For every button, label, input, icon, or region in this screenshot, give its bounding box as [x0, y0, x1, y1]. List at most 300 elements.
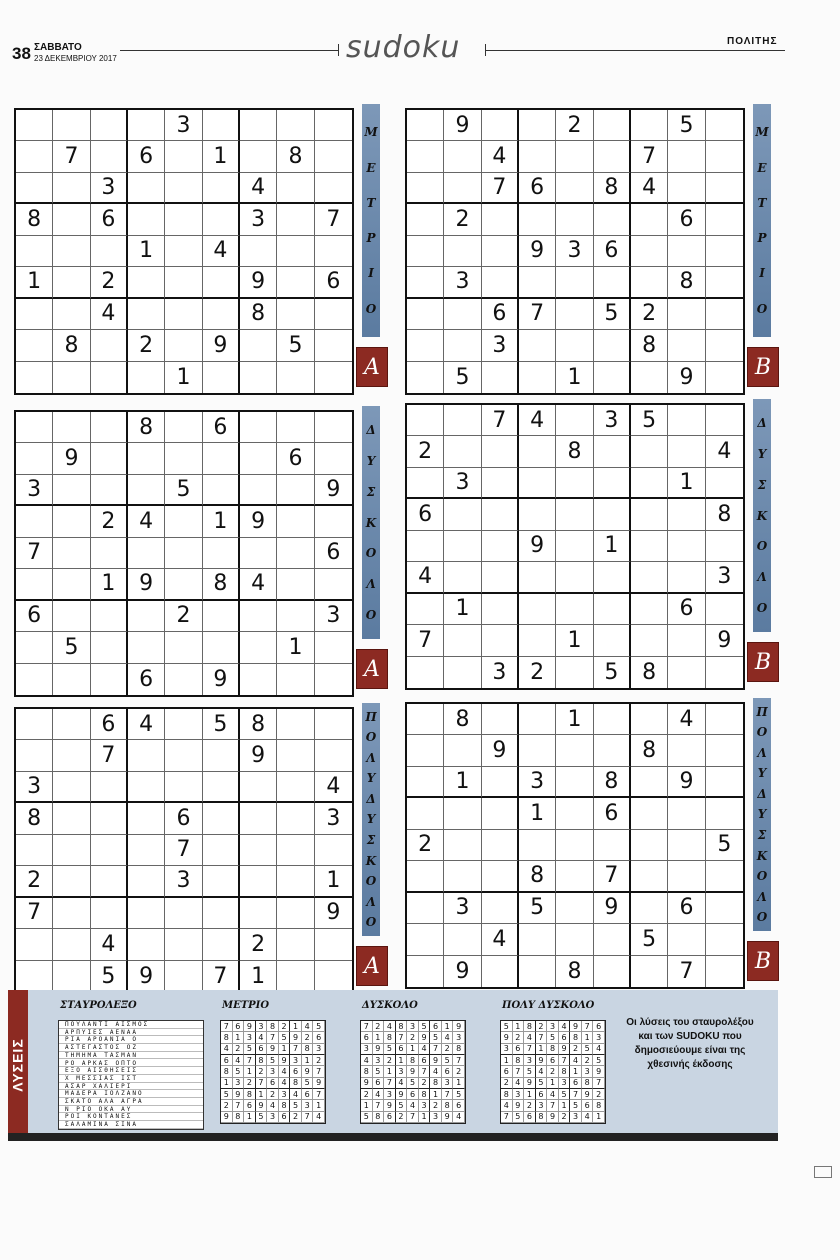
difficulty-letter: Ο: [756, 869, 768, 884]
sudoku-cell: [594, 330, 631, 361]
solution-cell: 9: [593, 1066, 605, 1077]
sudoku-cell: [482, 767, 519, 798]
sudoku-cell: 6: [594, 236, 631, 267]
sudoku-cell: [240, 110, 277, 141]
sudoku-cell: [668, 830, 705, 861]
sudoku-cell: [277, 506, 314, 537]
sudoku-cell: [631, 562, 668, 593]
sudoku-cell: [594, 594, 631, 625]
sudoku-cell: [407, 267, 444, 298]
solution-cell: 5: [373, 1066, 385, 1077]
sudoku-cell: [407, 330, 444, 361]
sudoku-cell: [519, 110, 556, 141]
sudoku-cell: [519, 594, 556, 625]
difficulty-tag: [753, 104, 771, 337]
sudoku-cell: [668, 405, 705, 436]
solution-cell: 3: [361, 1044, 373, 1055]
solution-cell: 2: [407, 1032, 419, 1043]
solution-cell: 5: [570, 1100, 582, 1111]
sudoku-cell: [668, 499, 705, 530]
sudoku-cell: [128, 299, 165, 330]
solution-cell: 7: [384, 1078, 396, 1089]
sudoku-cell: [631, 436, 668, 467]
solution-cell: 2: [430, 1100, 442, 1111]
sudoku-grid: [405, 403, 745, 690]
solution-cell: 3: [582, 1066, 594, 1077]
sudoku-cell: [240, 412, 277, 443]
difficulty-letter: Κ: [756, 848, 768, 863]
sudoku-cell: [407, 110, 444, 141]
sudoku-cell: [53, 740, 90, 771]
sudoku-cell: 7: [315, 204, 352, 235]
difficulty-letter: Υ: [366, 771, 376, 786]
difficulty-letter: Υ: [757, 807, 767, 822]
solution-cell: 6: [313, 1032, 325, 1043]
sudoku-cell: [91, 632, 128, 663]
solution-cell: 6: [582, 1100, 594, 1111]
solution-cell: 6: [244, 1100, 256, 1111]
solution-grid: [500, 1020, 606, 1124]
difficulty-letter: Ο: [756, 301, 768, 316]
sudoku-cell: [556, 531, 593, 562]
sudoku-cell: [315, 664, 352, 695]
sudoku-cell: [556, 924, 593, 955]
solution-cell: 4: [279, 1078, 291, 1089]
sudoku-grid: [405, 108, 745, 395]
solution-cell: 9: [501, 1032, 513, 1043]
sudoku-cell: [165, 961, 202, 992]
sudoku-cell: [706, 861, 743, 892]
solution-cell: 9: [513, 1100, 525, 1111]
sudoku-cell: 8: [594, 767, 631, 798]
sudoku-cell: 2: [16, 866, 53, 897]
difficulty-letter: Σ: [366, 833, 376, 848]
sudoku-cell: [407, 735, 444, 766]
sudoku-cell: [444, 531, 481, 562]
sudoku-cell: 2: [407, 830, 444, 861]
sudoku-cell: [203, 601, 240, 632]
sudoku-cell: [315, 299, 352, 330]
sudoku-cell: [165, 299, 202, 330]
sudoku-cell: 4: [315, 772, 352, 803]
sudoku-cell: 9: [203, 330, 240, 361]
solution-cell: 6: [593, 1021, 605, 1032]
sudoku-cell: [240, 236, 277, 267]
crossword-row: ΕΞΟ ΑΙΣΘΗΣΕΙΣ: [59, 1067, 203, 1075]
solution-cell: 9: [361, 1078, 373, 1089]
sudoku-cell: 3: [165, 110, 202, 141]
sudoku-cell: [594, 110, 631, 141]
solution-cell: 8: [290, 1078, 302, 1089]
sudoku-cell: 8: [631, 735, 668, 766]
sudoku-cell: [519, 704, 556, 735]
sudoku-cell: 9: [482, 735, 519, 766]
sudoku-cell: 5: [594, 299, 631, 330]
sudoku-cell: [444, 330, 481, 361]
sudoku-cell: [668, 173, 705, 204]
page-header: [0, 0, 840, 70]
solution-cell: 8: [419, 1089, 431, 1100]
sudoku-cell: [240, 141, 277, 172]
solution-cell: 1: [221, 1078, 233, 1089]
sudoku-cell: [91, 110, 128, 141]
sudoku-cell: [594, 956, 631, 987]
sudoku-cell: 9: [203, 664, 240, 695]
sudoku-cell: [53, 898, 90, 929]
solution-cell: 6: [559, 1032, 571, 1043]
sudoku-cell: 6: [519, 173, 556, 204]
solution-cell: 7: [221, 1021, 233, 1032]
solution-cell: 3: [233, 1078, 245, 1089]
sudoku-cell: 4: [482, 141, 519, 172]
sudoku-cell: [706, 956, 743, 987]
sudoku-cell: 6: [482, 299, 519, 330]
sudoku-cell: [706, 767, 743, 798]
sudoku-cell: 9: [315, 475, 352, 506]
sudoku-cell: [277, 538, 314, 569]
solution-cell: 9: [453, 1021, 465, 1032]
sudoku-cell: 1: [165, 362, 202, 393]
sudoku-cell: [315, 929, 352, 960]
sudoku-cell: 1: [16, 267, 53, 298]
solution-cell: 4: [513, 1078, 525, 1089]
solution-cell: 8: [442, 1100, 454, 1111]
sudoku-cell: [556, 141, 593, 172]
solution-cell: 1: [396, 1055, 408, 1066]
sudoku-cell: [444, 861, 481, 892]
sudoku-cell: [556, 267, 593, 298]
sudoku-cell: [444, 173, 481, 204]
solution-cell: 2: [267, 1089, 279, 1100]
sudoku-cell: [315, 709, 352, 740]
sudoku-cell: [128, 866, 165, 897]
sudoku-cell: [16, 236, 53, 267]
sudoku-cell: 1: [556, 362, 593, 393]
sudoku-cell: [240, 835, 277, 866]
sudoku-cell: [556, 657, 593, 688]
sudoku-cell: 1: [668, 468, 705, 499]
sudoku-grid: [14, 410, 354, 697]
sudoku-cell: [482, 468, 519, 499]
solution-cell: 9: [536, 1055, 548, 1066]
sudoku-cell: 9: [668, 362, 705, 393]
sudoku-cell: [444, 798, 481, 829]
sudoku-cell: 7: [482, 173, 519, 204]
solution-cell: 5: [256, 1112, 268, 1123]
solution-cell: 6: [442, 1066, 454, 1077]
solution-cell: 9: [442, 1112, 454, 1123]
solution-cell: 8: [244, 1089, 256, 1100]
difficulty-tag: [362, 406, 380, 639]
sudoku-cell: 9: [519, 531, 556, 562]
sudoku-cell: [407, 141, 444, 172]
sudoku-cell: [16, 173, 53, 204]
solution-cell: 9: [290, 1032, 302, 1043]
sudoku-cell: 8: [631, 657, 668, 688]
sudoku-cell: [203, 299, 240, 330]
solution-cell: 5: [396, 1100, 408, 1111]
solution-cell: 7: [361, 1021, 373, 1032]
sudoku-cell: [240, 866, 277, 897]
solution-cell: 7: [513, 1066, 525, 1077]
sudoku-cell: [668, 625, 705, 656]
difficulty-letter: Ο: [365, 730, 377, 745]
sudoku-cell: [594, 436, 631, 467]
sudoku-cell: [631, 704, 668, 735]
sudoku-cell: [519, 468, 556, 499]
solution-cell: 8: [430, 1078, 442, 1089]
sudoku-cell: 3: [482, 330, 519, 361]
sudoku-cell: [315, 110, 352, 141]
solution-cell: 8: [582, 1078, 594, 1089]
solution-cell: 9: [233, 1089, 245, 1100]
solution-cell: 9: [524, 1078, 536, 1089]
solution-cell: 9: [582, 1089, 594, 1100]
sudoku-cell: [706, 704, 743, 735]
sudoku-cell: [706, 798, 743, 829]
solution-cell: 3: [384, 1089, 396, 1100]
sudoku-cell: [240, 330, 277, 361]
sudoku-cell: [519, 436, 556, 467]
sudoku-cell: 4: [240, 569, 277, 600]
solution-cell: 2: [524, 1100, 536, 1111]
sudoku-cell: [631, 267, 668, 298]
sudoku-cell: 4: [128, 709, 165, 740]
solution-label-medium: ΜΕΤΡΙΟ: [222, 1000, 270, 1011]
section-title: sudoku: [346, 30, 461, 65]
solution-cell: 8: [384, 1032, 396, 1043]
solution-cell: 7: [582, 1021, 594, 1032]
solution-grid: [360, 1020, 466, 1124]
sudoku-cell: 3: [240, 204, 277, 235]
solution-cell: 6: [233, 1021, 245, 1032]
sudoku-cell: [203, 110, 240, 141]
sudoku-cell: [482, 110, 519, 141]
solution-cell: 5: [501, 1021, 513, 1032]
sudoku-cell: 8: [128, 412, 165, 443]
sudoku-cell: 6: [165, 803, 202, 834]
solution-cell: 9: [221, 1112, 233, 1123]
sudoku-cell: [165, 709, 202, 740]
solution-cell: 4: [396, 1078, 408, 1089]
sudoku-cell: 3: [165, 866, 202, 897]
solution-cell: 1: [244, 1112, 256, 1123]
sudoku-cell: [240, 443, 277, 474]
solution-cell: 1: [233, 1032, 245, 1043]
sudoku-cell: [240, 898, 277, 929]
sudoku-cell: 3: [315, 803, 352, 834]
crossword-row: ΑΣΑΡ ΧΑΛΙΕΡΙ: [59, 1083, 203, 1091]
sudoku-cell: 7: [668, 956, 705, 987]
sudoku-cell: 6: [277, 443, 314, 474]
solution-cell: 4: [501, 1100, 513, 1111]
sudoku-cell: [53, 601, 90, 632]
sudoku-cell: [277, 961, 314, 992]
sudoku-cell: [315, 141, 352, 172]
difficulty-letter: Υ: [757, 446, 767, 461]
sudoku-cell: [482, 236, 519, 267]
difficulty-letter: Τ: [757, 195, 767, 210]
sudoku-cell: 1: [203, 506, 240, 537]
sudoku-cell: [519, 924, 556, 955]
crossword-row: Χ ΜΕΣΣΙΑΣ ΙΣΤ: [59, 1075, 203, 1083]
sudoku-cell: [706, 141, 743, 172]
sudoku-cell: [165, 538, 202, 569]
sudoku-cell: [556, 468, 593, 499]
sudoku-cell: [315, 569, 352, 600]
sudoku-cell: 5: [594, 657, 631, 688]
sudoku-cell: [594, 141, 631, 172]
sudoku-cell: [53, 204, 90, 235]
difficulty-letter: Ο: [756, 910, 768, 925]
sudoku-cell: [128, 173, 165, 204]
sudoku-cell: [519, 499, 556, 530]
solution-cell: 4: [536, 1066, 548, 1077]
difficulty-letter: Ρ: [757, 231, 767, 246]
sudoku-cell: [706, 594, 743, 625]
sudoku-cell: [444, 735, 481, 766]
sudoku-cell: [706, 405, 743, 436]
sudoku-cell: [203, 362, 240, 393]
sudoku-cell: [668, 436, 705, 467]
solution-cell: 5: [267, 1055, 279, 1066]
sudoku-cell: [315, 236, 352, 267]
solution-cell: 7: [524, 1044, 536, 1055]
sudoku-cell: [706, 299, 743, 330]
sudoku-cell: [91, 538, 128, 569]
solution-cell: 5: [384, 1044, 396, 1055]
sudoku-cell: [165, 443, 202, 474]
sudoku-cell: 2: [91, 506, 128, 537]
solution-cell: 2: [593, 1089, 605, 1100]
solution-cell: 8: [453, 1044, 465, 1055]
sudoku-cell: [556, 893, 593, 924]
solution-cell: 3: [559, 1078, 571, 1089]
sudoku-cell: 8: [240, 299, 277, 330]
sudoku-cell: [165, 141, 202, 172]
sudoku-cell: [556, 594, 593, 625]
sudoku-cell: [594, 704, 631, 735]
sudoku-cell: [165, 772, 202, 803]
difficulty-letter: Ο: [365, 915, 377, 930]
sudoku-cell: 8: [16, 204, 53, 235]
sudoku-cell: [203, 866, 240, 897]
sudoku-cell: [444, 405, 481, 436]
difficulty-letter: Σ: [366, 484, 376, 499]
solution-cell: 7: [290, 1044, 302, 1055]
difficulty-letter: Ο: [756, 725, 768, 740]
sudoku-cell: [91, 898, 128, 929]
difficulty-tag: [362, 703, 380, 936]
sudoku-cell: [91, 835, 128, 866]
solution-cell: 9: [547, 1112, 559, 1123]
sudoku-cell: [556, 767, 593, 798]
solution-cell: 1: [373, 1032, 385, 1043]
solution-cell: 7: [593, 1078, 605, 1089]
sudoku-cell: [277, 475, 314, 506]
sudoku-cell: 7: [631, 141, 668, 172]
difficulty-letter: Τ: [366, 195, 376, 210]
sudoku-cell: [315, 506, 352, 537]
sudoku-cell: 9: [315, 898, 352, 929]
sudoku-cell: [706, 893, 743, 924]
sudoku-cell: 6: [594, 798, 631, 829]
header-rule-right: [485, 50, 785, 51]
solution-cell: 6: [267, 1078, 279, 1089]
sudoku-cell: [53, 664, 90, 695]
sudoku-cell: [128, 538, 165, 569]
solution-cell: 1: [501, 1055, 513, 1066]
sudoku-cell: [482, 204, 519, 235]
sudoku-cell: 2: [519, 657, 556, 688]
solution-cell: 6: [361, 1032, 373, 1043]
sudoku-cell: [203, 835, 240, 866]
puzzle-variant-badge: Β: [747, 941, 779, 981]
solution-cell: 4: [313, 1112, 325, 1123]
sudoku-cell: [407, 236, 444, 267]
solution-cell: 8: [593, 1100, 605, 1111]
sudoku-cell: [53, 538, 90, 569]
sudoku-cell: 6: [203, 412, 240, 443]
sudoku-cell: 6: [128, 141, 165, 172]
sudoku-cell: [165, 506, 202, 537]
difficulty-letter: Δ: [366, 791, 376, 806]
solution-cell: 1: [513, 1021, 525, 1032]
sudoku-cell: [165, 412, 202, 443]
sudoku-cell: [91, 803, 128, 834]
solution-cell: 8: [221, 1032, 233, 1043]
sudoku-cell: [594, 562, 631, 593]
solution-cell: 4: [256, 1032, 268, 1043]
puzzle-variant-badge: Β: [747, 642, 779, 682]
sudoku-cell: 6: [16, 601, 53, 632]
sudoku-cell: [444, 236, 481, 267]
sudoku-cell: [482, 362, 519, 393]
solution-cell: 7: [430, 1044, 442, 1055]
solution-cell: 4: [384, 1021, 396, 1032]
sudoku-cell: [631, 531, 668, 562]
sudoku-cell: [165, 740, 202, 771]
difficulty-letter: Λ: [366, 577, 376, 592]
solution-cell: 1: [279, 1044, 291, 1055]
sudoku-cell: [240, 632, 277, 663]
solution-cell: 9: [279, 1055, 291, 1066]
sudoku-cell: [407, 299, 444, 330]
sudoku-cell: [240, 538, 277, 569]
sudoku-cell: 9: [668, 767, 705, 798]
sudoku-cell: [482, 594, 519, 625]
solution-cell: 5: [279, 1032, 291, 1043]
sudoku-cell: [556, 173, 593, 204]
sudoku-cell: [315, 835, 352, 866]
sudoku-cell: [277, 569, 314, 600]
sudoku-cell: [16, 141, 53, 172]
solution-cell: 8: [279, 1100, 291, 1111]
sudoku-cell: [556, 562, 593, 593]
sudoku-cell: 9: [706, 625, 743, 656]
issue-day: ΣΑΒΒΑΤΟ: [34, 42, 82, 53]
sudoku-cell: [706, 531, 743, 562]
sudoku-cell: 9: [519, 236, 556, 267]
sudoku-cell: [407, 956, 444, 987]
solution-cell: 2: [384, 1055, 396, 1066]
sudoku-cell: 7: [16, 538, 53, 569]
sudoku-cell: [240, 664, 277, 695]
solution-cell: 9: [244, 1021, 256, 1032]
sudoku-cell: [668, 299, 705, 330]
sudoku-grid: [14, 707, 354, 994]
sudoku-cell: 2: [91, 267, 128, 298]
